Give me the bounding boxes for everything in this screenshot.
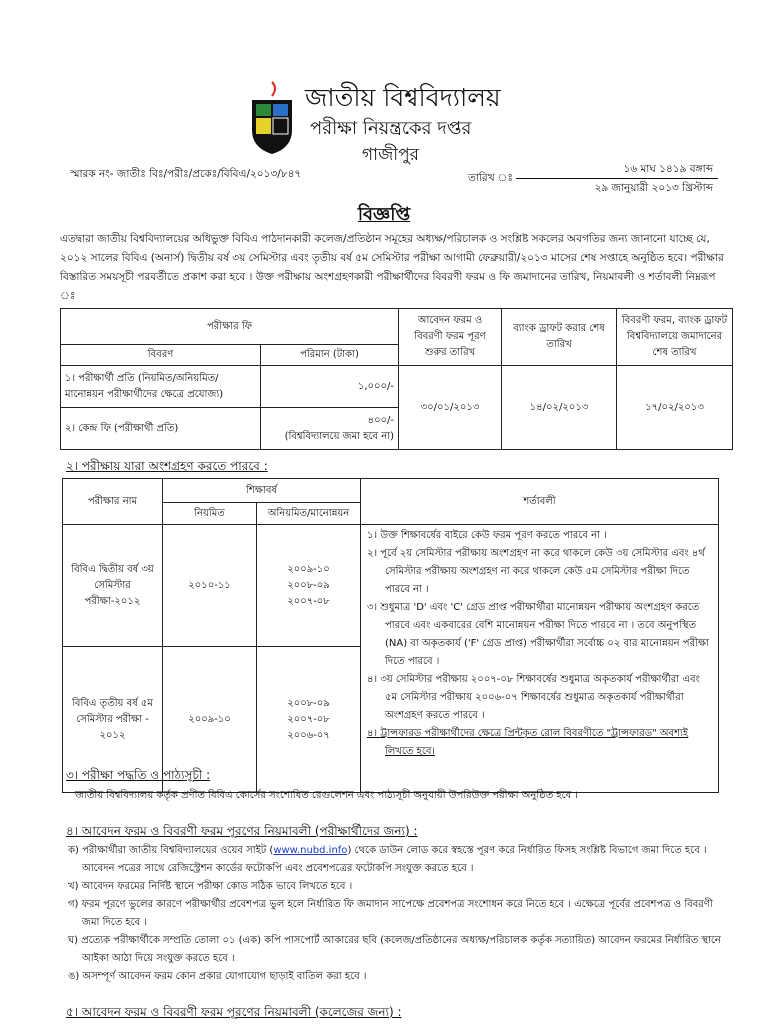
condition-item: ৩। শুধুমাত্র 'D' এবং 'C' গ্রেড প্রাপ্ত পরীক্ষার্থীরা মানোন্নয়ন পরীক্ষায় অংশগ্রহণ করতে পারবে এবং একবারের বেশি মানোন্নয়ন পরীক্ষা দিতে পারবে না । তবে অনুপস্থিত (NA) বা অকৃতকার্য ('F' গ্রেড প্রাপ্ত) পরীক্ষার্থীরা সর্বোচ্চ ০২ বার মানোন্নয়ন পরীক্ষা দিতে পারবে ।: [367, 602, 709, 667]
irregular-header: অনিয়মিত/মানোন্নয়ন: [257, 503, 361, 525]
date-bangla: ১৬ মাঘ ১৪১৯ বঙ্গাব্দ: [623, 163, 713, 175]
university-name: জাতীয় বিশ্ববিদ্যালয়: [305, 83, 501, 112]
fee-table: [60, 308, 733, 450]
rule-item: [68, 842, 732, 878]
fee-note: (বিশ্ববিদ্যালয়ে জমা হবে না): [284, 430, 394, 442]
section-3-body: জাতীয় বিশ্ববিদ্যালয় কর্তৃক প্রণীত বিবিএ কোর্সের সংশোধিত রেগুলেশন এবং পাঠ্যসূচী অনুযায়ী উপরিউক্ত পরীক্ষা অনুষ্ঠিত হবে ।: [75, 790, 578, 801]
rule-item: গ) ফরম পূরণে ভুলের কারণে পরীক্ষার্থীর প্রবেশপত্র ভুল হলে নির্ধারিত ফি জমাদান সাপেক্ষে প্রবেশপত্র সংশোধন করে নিতে হবে । এক্ষেত্রে পূর্বের প্রবেশপত্র ও বিবরণী জমা দিতে হবে ।: [68, 899, 713, 928]
exam-name: বিবিএ দ্বিতীয় বর্ষ ৩য় সেমিস্টার পরীক্ষা-২০১২: [63, 525, 163, 647]
submit-date-header: বিবরণী ফরম, ব্যাংক ড্রাফট বিশ্ববিদ্যালয়ে জমাদানের শেষ তারিখ: [617, 309, 733, 366]
section-5-title: ৫। আবেদন ফরম ও বিবরণী ফরম পূরণের নিয়মাবলী (কলেজের জন্য) :: [66, 1005, 402, 1019]
start-date-header: আবেদন ফরম ও বিবরণী ফরম পূরণ শুরুর তারিখ: [399, 309, 502, 366]
rule-item: ঙ) অসম্পূর্ণ আবেদন ফরম কোন প্রকার যোগাযোগ ছাড়াই বাতিল করা হবে ।: [68, 971, 367, 982]
desc-header: বিবরণ: [61, 345, 261, 366]
start-date: ৩০/০১/২০১৩: [399, 366, 502, 450]
exam-name: বিবিএ তৃতীয় বর্ষ ৫ম সেমিস্টার পরীক্ষা - ২০১২: [63, 647, 163, 793]
section-3-title: ৩। পরীক্ষা পদ্ধতি ও পাঠ্যসূচী :: [66, 768, 211, 782]
date-divider: [516, 178, 718, 179]
fee-amount: ১,০০০/-: [261, 366, 399, 408]
condition-item: ৪। ৩য় সেমিস্টার পরীক্ষায় ২০০৭-০৮ শিক্ষাবর্ষের শুধুমাত্র অকৃতকার্য পরীক্ষার্থীরা এবং ৫ম সেমিস্টার পরীক্ষায় ২০০৬-০৭ শিক্ষাবর্ষের শুধুমাত্র অকৃতকার্য পরীক্ষার্থীরা অংশগ্রহণ করতে পারবে ।: [367, 674, 700, 721]
exam-header: পরীক্ষার নাম: [63, 479, 163, 525]
bank-date-header: ব্যাংক ড্রাফট করার শেষ তারিখ: [502, 309, 617, 366]
irregular-session: ২০০৭-০৮: [287, 713, 330, 725]
section-2-title: ২। পরীক্ষায় যারা অংশগ্রহণ করতে পারবে :: [66, 459, 268, 473]
irregular-session: ২০০৯-১০: [287, 563, 330, 575]
bank-date: ১৪/০২/২০১৩: [502, 366, 617, 450]
regular-session: ২০১০-১১: [163, 525, 257, 647]
irregular-session: ২০০৬-০৭: [287, 729, 330, 741]
rule-text: ) থেকে ডাউন লোড করে স্বহস্তে পূরণ করে নির্ধারিত ফিসহ সংশ্লিষ্ট বিভাগে জমা দিতে হবে । আবেদন পত্রের সাথে রেজিস্ট্রেশন কার্ডের ফটোকপি এবং প্রবেশপত্রের ফটোকপি সংযুক্ত করতে হবে ।: [82, 845, 707, 874]
table-row: [63, 525, 719, 647]
fee-desc: ২। কেন্দ্র ফি (পরীক্ষার্থী প্রতি): [61, 408, 261, 450]
university-logo: [248, 78, 296, 156]
rule-text: ক) পরীক্ষার্থীরা জাতীয় বিশ্ববিদ্যালয়ের ওয়েব সাইট (: [68, 845, 274, 856]
website-link[interactable]: www.nubd.info: [273, 845, 348, 856]
conditions-cell: [361, 525, 719, 793]
amount-header: পরিমান (টাকা): [261, 345, 399, 366]
date-label: তারিখ ঃ: [468, 172, 513, 184]
fee-row: [61, 366, 733, 408]
regular-header: নিয়মিত: [163, 503, 257, 525]
eligibility-table: [62, 478, 719, 793]
date-english: ২৯ জানুয়ারী ২০১৩ খ্রিস্টাব্দ: [594, 182, 713, 194]
fee-amount: ৪০০/-: [367, 414, 394, 426]
notice-title: বিজ্ঞপ্তি: [357, 204, 411, 225]
condition-item: ৪। ট্রান্সফারড পরীক্ষার্থীদের ক্ষেত্রে প্রিন্টকৃত রোল বিবরণীতে "ট্রান্সফারড" অবশ্যই লিখতে হবে।: [367, 728, 689, 757]
irregular-session: ২০০৮-০৯: [287, 579, 330, 591]
memo-number: স্মারক নং- জাতীঃ বিঃ/পরীঃ/প্রকেঃ/বিবিএ/২০১৩/৮৪৭: [70, 168, 302, 180]
city-name: গাজীপুর: [362, 145, 420, 165]
intro-paragraph: এতদ্বারা জাতীয় বিশ্ববিদ্যালয়ের অধিভুক্ত বিবিএ পাঠদানকারী কলেজ/প্রতিষ্ঠান সমূহের অধ্যক্ষ/পরিচালক ও সংশ্লিষ্ট সকলের অবগতির জন্য জানানো যাচ্ছে যে, ২০১২ সালের বিবিএ (অনার্স) দ্বিতীয় বর্ষ ৩য় সেমিস্টার এবং তৃতীয় বর্ষ ৫ম সেমিস্টার পরীক্ষা আগামী ফেব্রুয়ারী/২০১৩ মাসের শেষ সপ্তাহে অনুষ্ঠিত হবে। পরীক্ষার বিস্তারিত সময়সূচী পরবর্তীতে প্রকাশ করা হবে । উক্ত পরীক্ষায় অংশগ্রহণকারী পরীক্ষার্থীদের বিবরণী ফরম ও ফি জমাদানের তারিখ, নিয়মাবলী ও শর্তাবলী নিম্নরূপ ঃ: [60, 233, 724, 302]
fee-header: পরীক্ষার ফি: [61, 309, 399, 345]
irregular-session: ২০০৭-০৮: [287, 595, 330, 607]
regular-session: ২০০৯-১০: [163, 647, 257, 793]
fee-desc: ১। পরীক্ষার্থী প্রতি (নিয়মিত/অনিয়মিত/ মানোন্নয়ন পরীক্ষার্থীদের ক্ষেত্রে প্রযোজ্য): [61, 366, 261, 408]
section-4-list: [68, 842, 732, 986]
office-name: পরীক্ষা নিয়ন্ত্রকের দপ্তর: [310, 118, 472, 139]
rule-item: ঘ) প্রত্যেক পরীক্ষার্থীকে সম্প্রতি তোলা ০১ (এক) কপি পাসপোর্ট আকারের ছবি (কলেজ/প্রতিষ্ঠানের অধ্যক্ষ/পরিচালক কর্তৃক সত্যায়িত) আবেদন ফরমের নির্ধারিত স্থানে আইকা আঠা দিয়ে সংযুক্ত করতে হবে ।: [68, 935, 721, 964]
irregular-session: ২০০৮-০৯: [287, 697, 330, 709]
condition-item: ২। পূর্বে ২য় সেমিস্টার পরীক্ষায় অংশগ্রহণ না করে থাকলে কেউ ৩য় সেমিস্টার এবং ৪র্থ সেমিস্টার পরীক্ষায় অংশগ্রহণ না করে থাকলে কেউ ৫ম সেমিস্টার পরীক্ষা দিতে পারবে না ।: [367, 548, 705, 595]
session-header: শিক্ষাবর্ষ: [163, 479, 361, 503]
conditions-header: শর্তাবলী: [361, 479, 719, 525]
section-4-title: ৪। আবেদন ফরম ও বিবরণী ফরম পূরণের নিয়মাবলী (পরীক্ষার্থীদের জন্য) :: [66, 824, 418, 838]
rule-item: খ) আবেদন ফরমের নির্দিষ্ট স্থানে পরীক্ষা কোড সঠিক ভাবে লিখতে হবে ।: [68, 881, 353, 892]
condition-item: ১। উক্ত শিক্ষাবর্ষের বাইরে কেউ ফরম পূরণ করতে পারবে না ।: [367, 530, 607, 541]
submit-date: ১৭/০২/২০১৩: [617, 366, 733, 450]
